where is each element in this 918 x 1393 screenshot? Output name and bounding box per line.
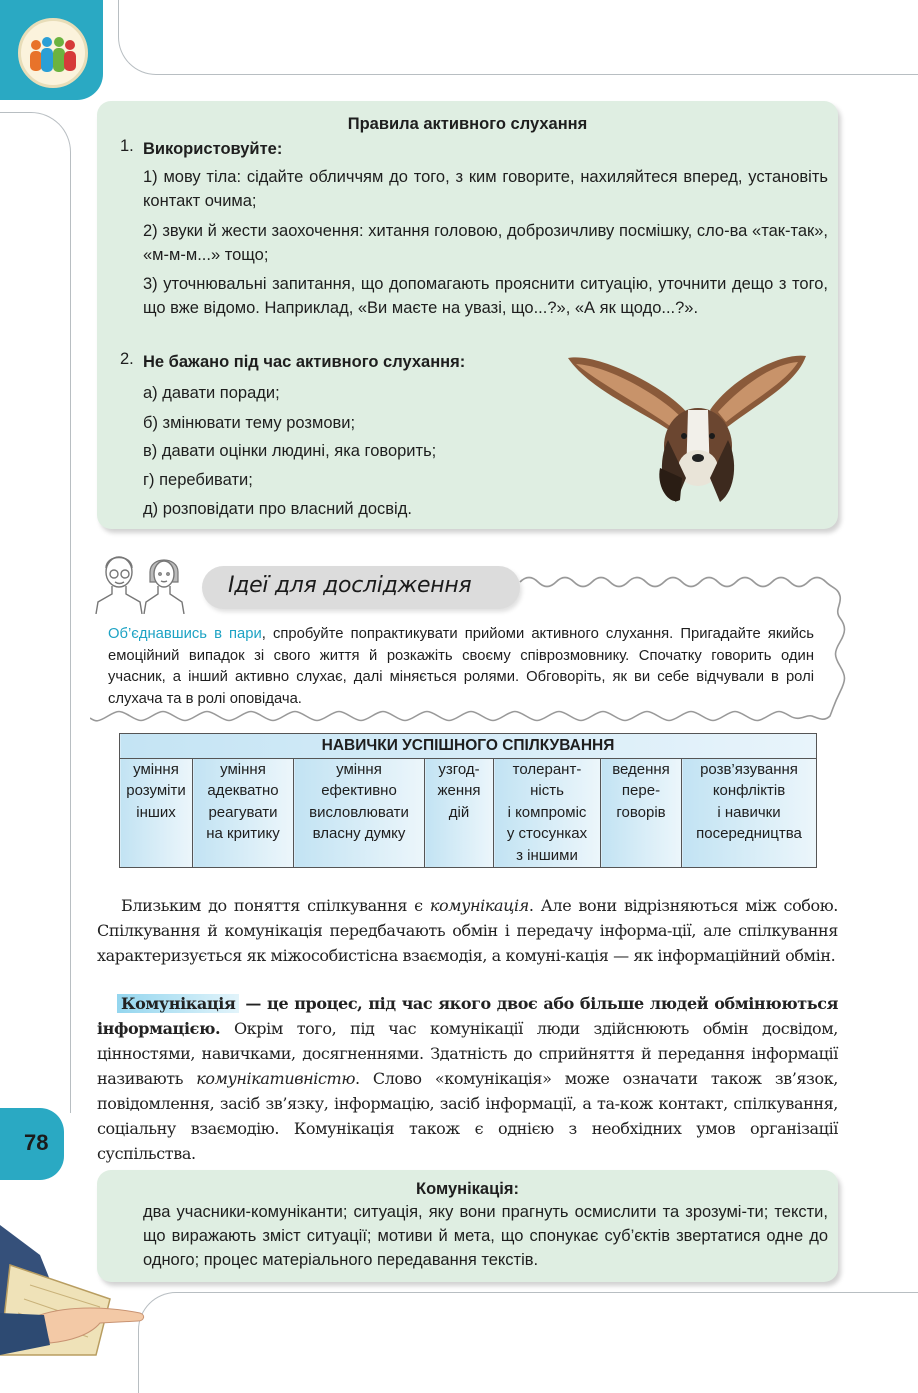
table-cell: уміння ефективно висловлювати власну думку [294,758,425,868]
body-paragraph-1: Близьким до поняття спілкування є комунікація. Але вони відрізняються між собою. Спілкування й комунікація передбачають обмін і передачу інформа-ції, але спілкування характеризується як міжособистісна взаємодія, а комуні-кація — як інформаційний обмін. [97,896,838,965]
communication-title: Комунікація: [416,1180,519,1198]
top-frame-line [118,0,918,75]
rules-item2-sub: б) змінювати тему розмови; [143,414,356,432]
table-cell: розв’язування конфліктів і навички посередництва [682,758,817,868]
body-paragraph-2: Комунікація — це процес, під час якого двоє або більше людей обмінюються інформацією. Окрім того, під час комунікації люди здійснюють обмін досвідом, цінностями, навичками, досягненнями. Здатність до сприйняття й передання інформації називають комунікативністю. Слово «комунікація» може означати також зв’язок, повідомлення, засіб зв’язку, інформацію, засіб інформації, а та-кож контакт, спілкування, соціальну взаємодію. Комунікація також є однією з необхідних умов організації суспільства. [97,994,838,1163]
rules-title: Правила активного слухання [347,115,588,133]
rules-item2-heading: Не бажано під час активного слухання: [143,353,466,371]
communication-text: два учасники-комуніканти; ситуація, яку вони прагнуть осмислити та зрозумі-ти; тексти, що виражають зміст ситуації; мотиви й мета, що спонукає суб’єктів звертатися одне до одного; процес матеріального передавання текстів. [143,1203,828,1269]
rules-item1-sub: 1) мову тіла: сідайте обличчям до того, з ким говорите, нахиляйтеся вперед, установіть контакт очима; [143,168,828,210]
rules-item1-sub: 2) звуки й жести заохочення: хитання головою, доброзичливу посмішку, сло-ва «так-так», «м-м-м...» тощо; [143,222,828,264]
rules-item2-sub: а) давати поради; [143,384,280,402]
hands-with-book-image [0,1195,150,1360]
table-cell: ведення пере- говорів [601,758,682,868]
page-number: 78 [24,1130,49,1155]
two-faces-icon [94,552,194,614]
ideas-text [108,624,814,710]
term-highlight: Комунікація [117,994,239,1013]
bottom-frame-line [138,1292,918,1393]
rules-item2-sub: г) перебивати; [143,471,253,489]
rules-item1-heading: Використовуйте: [143,140,283,158]
table-cell: уміння розуміти інших [120,758,193,868]
rules-item2-number: 2. [120,350,134,368]
table-row [120,758,817,868]
table-cell: узгод- ження дій [425,758,494,868]
left-frame-line [0,112,71,1113]
skills-table [119,733,817,868]
rules-item2-sub: д) розповідати про власний досвід. [143,500,412,518]
skills-table-header: НАВИЧКИ УСПІШНОГО СПІЛКУВАННЯ [120,734,817,759]
rules-item2-sub: в) давати оцінки людині, яка говорить; [143,442,437,460]
table-cell: уміння адекватно реагувати на критику [193,758,294,868]
people-logo-icon [18,18,88,88]
table-cell: толерант- ність і компроміс у стосунках з іншими [494,758,601,868]
rules-item1-sub: 3) уточнювальні запитання, що допомагають прояснити ситуацію, уточнити дещо з того, що вже відомо. Наприклад, «Ви маєте на увазі, що...?», «А як щодо...?». [143,275,828,317]
ideas-title: Ідеї для дослідження [228,573,472,598]
rules-item1-number: 1. [120,137,134,155]
ideas-body: , спробуйте попрактикувати прийоми активного слухання. Пригадайте якийсь емоційний випадок зі свого життя й розкажіть своєму співрозмовнику. Спочатку говорить один учасник, а інший активно слухає, далі міняється ролями. Обговоріть, як ви себе відчували в ролі слухача та в ролі оповідача. [108,626,814,707]
ideas-lead: Об’єднавшись в пари [108,626,262,642]
dog-big-ears-image [560,350,810,510]
